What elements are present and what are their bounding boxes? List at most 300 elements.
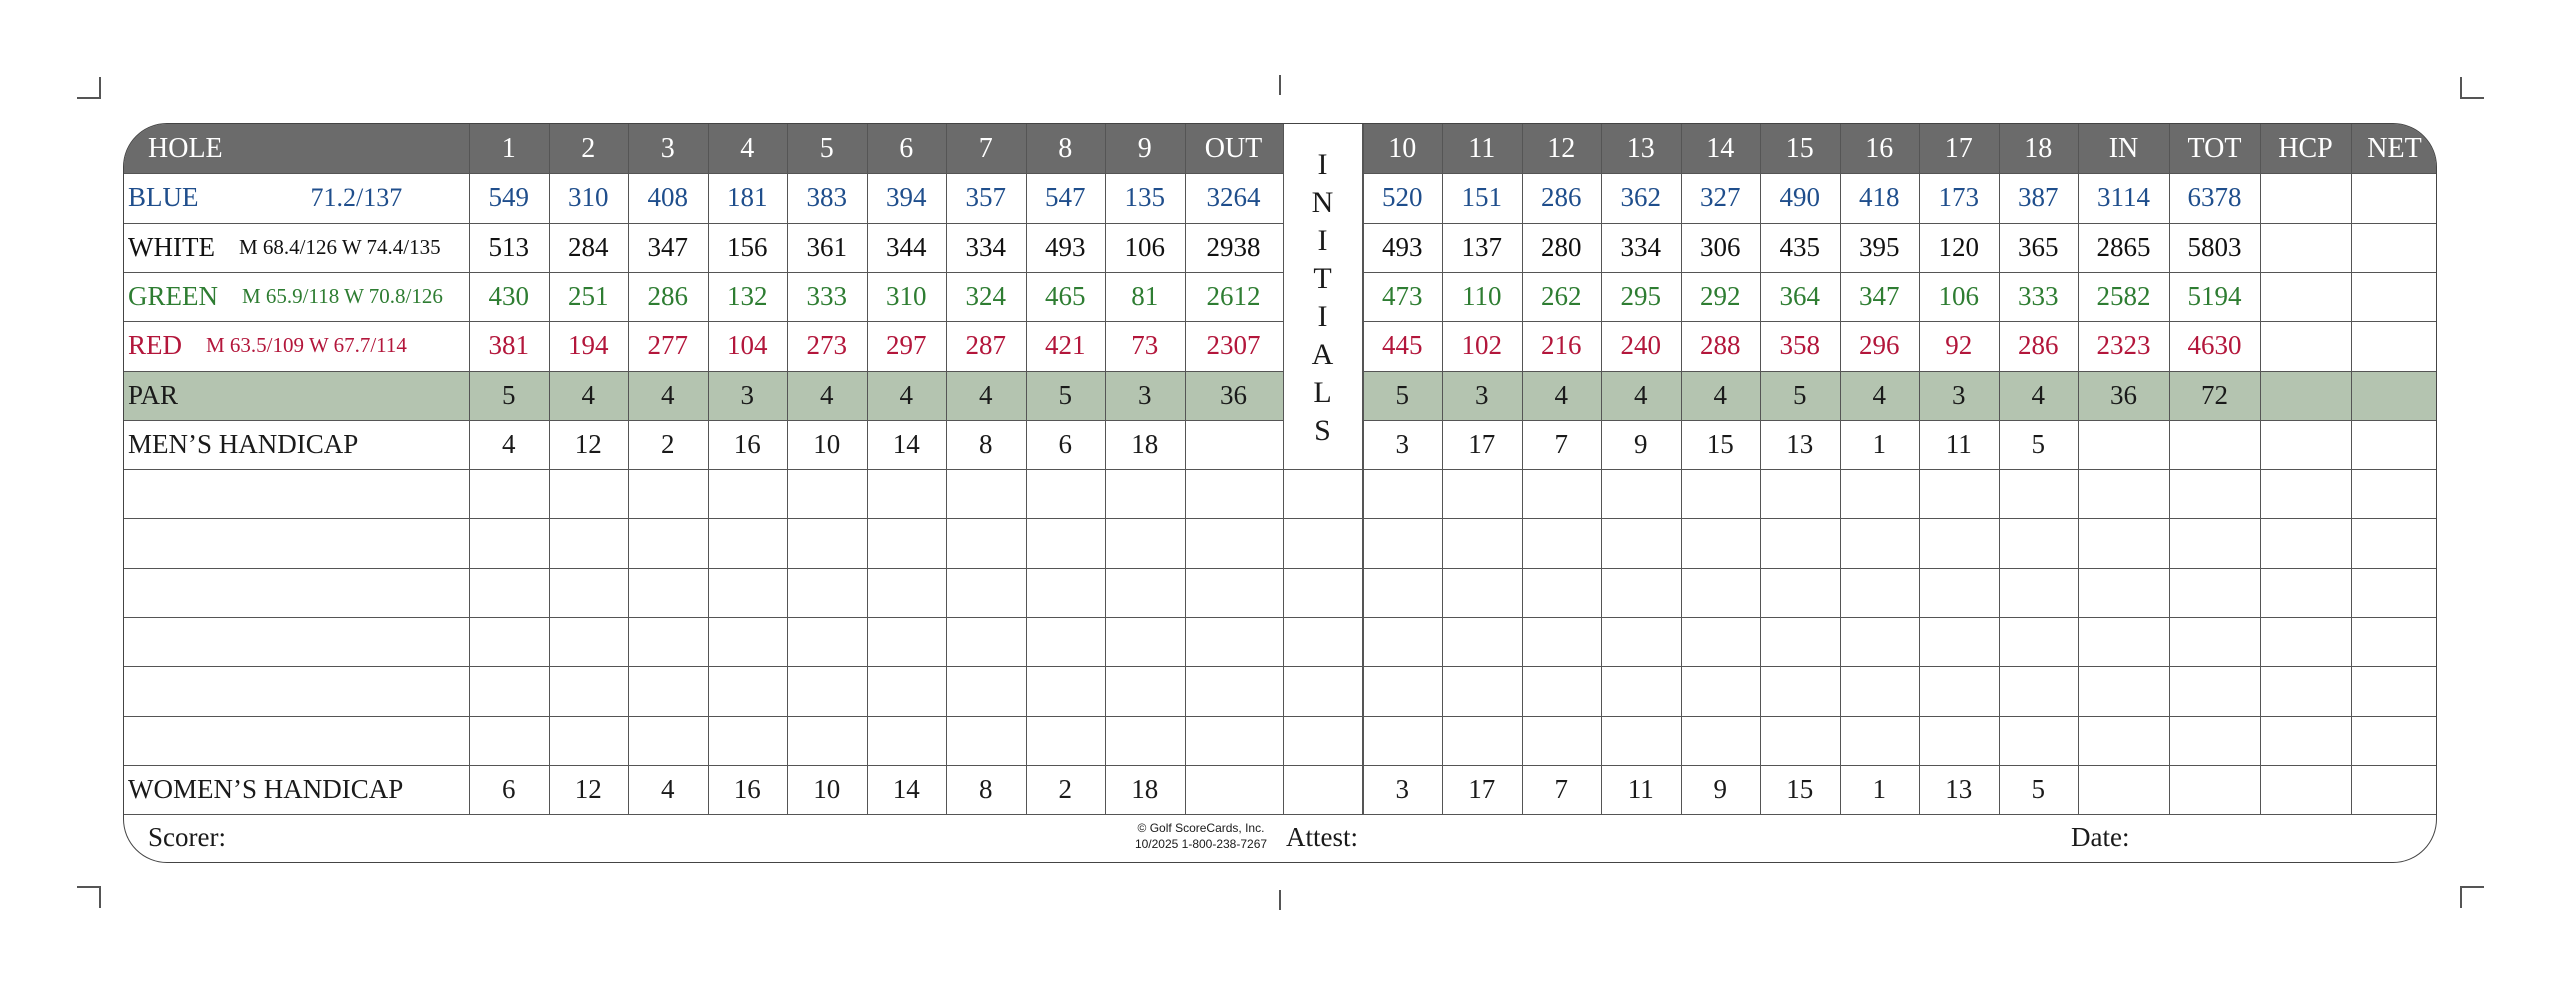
grid-line bbox=[1363, 124, 1364, 814]
score-entry-cell[interactable] bbox=[1522, 716, 1602, 765]
crop-mark bbox=[77, 97, 99, 99]
score-entry-cell[interactable] bbox=[1999, 568, 2079, 617]
score-entry-cell[interactable] bbox=[867, 568, 947, 617]
score-entry-cell[interactable] bbox=[1681, 666, 1761, 715]
score-entry-cell[interactable] bbox=[1105, 518, 1185, 567]
score-entry-cell[interactable] bbox=[1919, 666, 1999, 715]
score-entry-cell[interactable] bbox=[1999, 666, 2079, 715]
yardage-cell: 334 bbox=[965, 231, 1006, 262]
grid-line bbox=[124, 272, 1283, 273]
score-entry-cell[interactable] bbox=[1840, 518, 1920, 567]
initials-column bbox=[1283, 124, 1363, 469]
grid-line bbox=[124, 469, 2437, 470]
score-entry-cell[interactable] bbox=[1760, 568, 1840, 617]
yardage-cell: 288 bbox=[1700, 330, 1741, 361]
copyright-notice bbox=[1116, 820, 1286, 852]
score-entry-cell[interactable] bbox=[1760, 617, 1840, 666]
mens-handicap-label: MEN’S HANDICAP bbox=[128, 428, 359, 459]
hcp-header: HCP bbox=[2260, 124, 2351, 173]
in-header: IN bbox=[2078, 124, 2169, 173]
hole-number-header: 10 bbox=[1363, 124, 1443, 173]
score-entry-cell[interactable] bbox=[1363, 518, 1443, 567]
handicap-cell: 14 bbox=[892, 774, 920, 805]
total-yardage: 5803 bbox=[2187, 231, 2242, 262]
grid-line bbox=[124, 173, 1283, 174]
tee-rating: M 68.4/126 W 74.4/135 bbox=[238, 234, 441, 259]
grid-line bbox=[867, 124, 868, 814]
score-entry-cell[interactable] bbox=[867, 716, 947, 765]
grid-line bbox=[2260, 124, 2261, 814]
crop-mark bbox=[2462, 886, 2484, 888]
score-entry-cell[interactable] bbox=[708, 469, 788, 518]
par-cell: 4 bbox=[2031, 379, 2045, 410]
score-entry-cell[interactable] bbox=[1999, 716, 2079, 765]
handicap-cell: 12 bbox=[574, 774, 602, 805]
score-entry-cell[interactable] bbox=[549, 716, 629, 765]
score-entry-cell[interactable] bbox=[469, 617, 549, 666]
crop-mark bbox=[2460, 886, 2462, 908]
yardage-cell: 421 bbox=[1045, 330, 1086, 361]
score-entry-cell[interactable] bbox=[1363, 469, 1443, 518]
score-entry-cell[interactable] bbox=[867, 666, 947, 715]
grid-line bbox=[946, 124, 947, 814]
yardage-cell: 445 bbox=[1382, 330, 1423, 361]
handicap-cell: 4 bbox=[502, 428, 516, 459]
score-entry-cell[interactable] bbox=[628, 666, 708, 715]
score-entry-cell[interactable] bbox=[1442, 568, 1522, 617]
score-entry-cell[interactable] bbox=[1760, 518, 1840, 567]
hole-number-header: 2 bbox=[549, 124, 629, 173]
crop-mark bbox=[1279, 75, 1281, 95]
initials-letter: S bbox=[1314, 414, 1331, 447]
par-cell: 5 bbox=[1395, 379, 1409, 410]
score-entry-cell[interactable] bbox=[628, 469, 708, 518]
grid-line bbox=[1601, 124, 1602, 814]
yardage-cell: 327 bbox=[1700, 182, 1741, 213]
score-entry-cell[interactable] bbox=[469, 666, 549, 715]
grid-line bbox=[2078, 124, 2079, 814]
crop-mark bbox=[2460, 77, 2462, 99]
handicap-cell: 9 bbox=[1713, 774, 1727, 805]
score-entry-cell[interactable] bbox=[946, 617, 1026, 666]
score-entry-cell[interactable] bbox=[469, 469, 549, 518]
score-entry-cell[interactable] bbox=[1919, 568, 1999, 617]
yardage-cell: 287 bbox=[965, 330, 1006, 361]
score-entry-cell[interactable] bbox=[549, 568, 629, 617]
score-entry-cell[interactable] bbox=[1601, 617, 1681, 666]
score-entry-cell[interactable] bbox=[787, 716, 867, 765]
handicap-cell: 12 bbox=[574, 428, 602, 459]
score-entry-cell[interactable] bbox=[1840, 716, 1920, 765]
score-entry-cell[interactable] bbox=[2351, 469, 2437, 518]
score-entry-cell[interactable] bbox=[1522, 469, 1602, 518]
score-entry-cell[interactable] bbox=[1026, 666, 1106, 715]
score-entry-cell[interactable] bbox=[1681, 617, 1761, 666]
yardage-cell: 493 bbox=[1382, 231, 1423, 262]
score-entry-cell[interactable] bbox=[469, 568, 549, 617]
crop-mark bbox=[1279, 890, 1281, 910]
yardage-cell: 181 bbox=[727, 182, 768, 213]
score-entry-cell[interactable] bbox=[1185, 716, 1283, 765]
yardage-cell: 110 bbox=[1462, 281, 1502, 312]
handicap-cell: 14 bbox=[892, 428, 920, 459]
grid-line bbox=[628, 124, 629, 814]
score-entry-cell[interactable] bbox=[2169, 666, 2260, 715]
yardage-cell: 324 bbox=[965, 281, 1006, 312]
score-entry-cell[interactable] bbox=[1919, 518, 1999, 567]
score-entry-cell[interactable] bbox=[2351, 716, 2437, 765]
yardage-cell: 383 bbox=[806, 182, 847, 213]
par-label: PAR bbox=[128, 379, 179, 410]
score-entry-cell[interactable] bbox=[549, 617, 629, 666]
hole-number-header: 4 bbox=[708, 124, 788, 173]
score-entry-cell[interactable] bbox=[2078, 666, 2169, 715]
initials-letter: I bbox=[1317, 300, 1328, 333]
initials-letter: T bbox=[1313, 262, 1332, 295]
score-entry-cell[interactable] bbox=[549, 469, 629, 518]
score-entry-cell[interactable] bbox=[1681, 568, 1761, 617]
handicap-cell: 8 bbox=[979, 774, 993, 805]
score-entry-cell[interactable] bbox=[1363, 568, 1443, 617]
handicap-cell: 6 bbox=[1058, 428, 1072, 459]
hole-number-header: 14 bbox=[1681, 124, 1761, 173]
total-yardage: 4630 bbox=[2187, 330, 2242, 361]
score-entry-cell[interactable] bbox=[1999, 617, 2079, 666]
yardage-cell: 156 bbox=[727, 231, 768, 262]
score-entry-cell[interactable] bbox=[1442, 518, 1522, 567]
score-entry-cell[interactable] bbox=[2078, 518, 2169, 567]
hole-number-header: 8 bbox=[1026, 124, 1106, 173]
handicap-cell: 2 bbox=[1058, 774, 1072, 805]
grid-line bbox=[1363, 223, 2438, 224]
yardage-cell: 106 bbox=[1124, 231, 1165, 262]
score-entry-cell[interactable] bbox=[1760, 469, 1840, 518]
yardage-cell: 362 bbox=[1620, 182, 1661, 213]
score-entry-cell[interactable] bbox=[1999, 469, 2079, 518]
scorecard-grid bbox=[124, 124, 2436, 862]
score-entry-cell[interactable] bbox=[1363, 666, 1443, 715]
score-entry-cell[interactable] bbox=[946, 568, 1026, 617]
score-entry-cell[interactable] bbox=[1919, 617, 1999, 666]
tee-rating: 71.2/137 bbox=[310, 182, 403, 212]
grid-line bbox=[1760, 124, 1761, 814]
score-entry-cell[interactable] bbox=[946, 716, 1026, 765]
hole-number-header: 1 bbox=[469, 124, 549, 173]
out-yardage: 2938 bbox=[1206, 231, 1261, 262]
out-header: OUT bbox=[1185, 124, 1283, 173]
score-entry-cell[interactable] bbox=[1105, 666, 1185, 715]
handicap-cell: 8 bbox=[979, 428, 993, 459]
grid-line bbox=[124, 420, 1283, 421]
score-entry-cell[interactable] bbox=[787, 666, 867, 715]
tee-name: BLUE bbox=[128, 182, 199, 213]
yardage-cell: 102 bbox=[1461, 330, 1502, 361]
score-entry-cell[interactable] bbox=[1840, 617, 1920, 666]
score-entry-cell[interactable] bbox=[1185, 568, 1283, 617]
yardage-cell: 344 bbox=[886, 231, 927, 262]
score-entry-cell[interactable] bbox=[1840, 568, 1920, 617]
yardage-cell: 490 bbox=[1779, 182, 1820, 213]
hole-number-header: 13 bbox=[1601, 124, 1681, 173]
score-entry-cell[interactable] bbox=[628, 518, 708, 567]
score-entry-cell[interactable] bbox=[1601, 568, 1681, 617]
score-entry-cell[interactable] bbox=[1840, 666, 1920, 715]
yardage-cell: 394 bbox=[886, 182, 927, 213]
score-entry-cell[interactable] bbox=[708, 617, 788, 666]
handicap-cell: 3 bbox=[1395, 428, 1409, 459]
score-entry-cell[interactable] bbox=[946, 666, 1026, 715]
score-entry-cell[interactable] bbox=[708, 568, 788, 617]
score-entry-cell[interactable] bbox=[1026, 518, 1106, 567]
score-entry-cell[interactable] bbox=[2351, 617, 2437, 666]
yardage-cell: 120 bbox=[1938, 231, 1979, 262]
handicap-cell: 11 bbox=[1627, 774, 1654, 805]
score-entry-cell[interactable] bbox=[1601, 518, 1681, 567]
yardage-cell: 194 bbox=[568, 330, 609, 361]
yardage-cell: 361 bbox=[806, 231, 847, 262]
player-name-cell[interactable] bbox=[124, 518, 469, 567]
score-entry-cell[interactable] bbox=[628, 716, 708, 765]
yardage-cell: 513 bbox=[488, 231, 529, 262]
handicap-cell: 1 bbox=[1872, 774, 1886, 805]
yardage-cell: 151 bbox=[1461, 182, 1502, 213]
handicap-cell: 15 bbox=[1706, 428, 1734, 459]
yardage-cell: 365 bbox=[2018, 231, 2059, 262]
yardage-cell: 310 bbox=[568, 182, 609, 213]
score-entry-cell[interactable] bbox=[1105, 469, 1185, 518]
score-entry-cell[interactable] bbox=[1522, 666, 1602, 715]
score-entry-cell[interactable] bbox=[2169, 518, 2260, 567]
yardage-cell: 418 bbox=[1859, 182, 1900, 213]
score-entry-cell[interactable] bbox=[1681, 518, 1761, 567]
score-entry-cell[interactable] bbox=[2260, 666, 2351, 715]
yardage-cell: 262 bbox=[1541, 281, 1582, 312]
score-entry-cell[interactable] bbox=[2260, 469, 2351, 518]
score-entry-cell[interactable] bbox=[1442, 617, 1522, 666]
grid-line bbox=[708, 124, 709, 814]
score-entry-cell[interactable] bbox=[2260, 716, 2351, 765]
scorer-label: Scorer: bbox=[148, 822, 226, 853]
score-entry-cell[interactable] bbox=[946, 518, 1026, 567]
score-entry-cell[interactable] bbox=[1601, 469, 1681, 518]
score-entry-cell[interactable] bbox=[2078, 469, 2169, 518]
score-entry-cell[interactable] bbox=[1760, 716, 1840, 765]
score-entry-cell[interactable] bbox=[1522, 568, 1602, 617]
score-entry-cell[interactable] bbox=[1601, 666, 1681, 715]
score-entry-cell[interactable] bbox=[2169, 469, 2260, 518]
par-cell: 4 bbox=[1872, 379, 1886, 410]
score-entry-cell[interactable] bbox=[1681, 716, 1761, 765]
tee-label-green bbox=[124, 272, 469, 321]
player-name-cell[interactable] bbox=[124, 716, 469, 765]
score-entry-cell[interactable] bbox=[1522, 617, 1602, 666]
score-entry-cell[interactable] bbox=[628, 568, 708, 617]
grid-line bbox=[1283, 124, 1284, 814]
yardage-cell: 132 bbox=[727, 281, 768, 312]
yardage-cell: 364 bbox=[1779, 281, 1820, 312]
hole-number-header: 6 bbox=[867, 124, 947, 173]
player-name-cell[interactable] bbox=[124, 469, 469, 518]
score-entry-cell[interactable] bbox=[1442, 716, 1522, 765]
out-yardage: 2307 bbox=[1206, 330, 1261, 361]
score-entry-cell[interactable] bbox=[1026, 469, 1106, 518]
score-entry-cell[interactable] bbox=[2260, 568, 2351, 617]
score-entry-cell[interactable] bbox=[628, 617, 708, 666]
yardage-cell: 295 bbox=[1620, 281, 1661, 312]
grid-line bbox=[1105, 124, 1106, 814]
handicap-cell: 7 bbox=[1554, 428, 1568, 459]
attest-label: Attest: bbox=[1286, 822, 1358, 853]
score-entry-cell[interactable] bbox=[1185, 617, 1283, 666]
copyright-line: © Golf ScoreCards, Inc. bbox=[1137, 821, 1265, 836]
score-entry-cell[interactable] bbox=[1522, 518, 1602, 567]
yardage-cell: 520 bbox=[1382, 182, 1423, 213]
score-entry-cell[interactable] bbox=[549, 666, 629, 715]
handicap-cell: 11 bbox=[1945, 428, 1972, 459]
yardage-cell: 547 bbox=[1045, 182, 1086, 213]
grid-line bbox=[2169, 124, 2170, 814]
out-yardage: 2612 bbox=[1206, 281, 1261, 312]
score-entry-cell[interactable] bbox=[2169, 716, 2260, 765]
grid-line bbox=[2351, 124, 2352, 814]
yardage-cell: 465 bbox=[1045, 281, 1086, 312]
grid-line bbox=[124, 765, 2437, 766]
score-entry-cell[interactable] bbox=[1185, 469, 1283, 518]
grid-line bbox=[1919, 124, 1920, 814]
score-entry-cell[interactable] bbox=[1105, 617, 1185, 666]
score-entry-cell[interactable] bbox=[1840, 469, 1920, 518]
score-entry-cell[interactable] bbox=[1185, 518, 1283, 567]
grid-line bbox=[1442, 124, 1443, 814]
par-cell: 5 bbox=[502, 379, 516, 410]
tot-header: TOT bbox=[2169, 124, 2260, 173]
score-entry-cell[interactable] bbox=[2169, 568, 2260, 617]
score-entry-cell[interactable] bbox=[1105, 568, 1185, 617]
score-entry-cell[interactable] bbox=[787, 617, 867, 666]
handicap-cell: 18 bbox=[1131, 774, 1159, 805]
handicap-cell: 5 bbox=[2031, 774, 2045, 805]
yardage-cell: 430 bbox=[488, 281, 529, 312]
yardage-cell: 106 bbox=[1938, 281, 1979, 312]
player-name-cell[interactable] bbox=[124, 666, 469, 715]
handicap-cell: 3 bbox=[1395, 774, 1409, 805]
score-entry-cell[interactable] bbox=[1026, 716, 1106, 765]
score-entry-cell[interactable] bbox=[867, 617, 947, 666]
yardage-cell: 395 bbox=[1859, 231, 1900, 262]
grid-line bbox=[1522, 124, 1523, 814]
grid-line bbox=[1026, 124, 1027, 814]
yardage-cell: 104 bbox=[727, 330, 768, 361]
score-entry-cell[interactable] bbox=[867, 469, 947, 518]
score-entry-cell[interactable] bbox=[787, 518, 867, 567]
score-entry-cell[interactable] bbox=[1999, 518, 2079, 567]
score-entry-cell[interactable] bbox=[469, 716, 549, 765]
score-entry-cell[interactable] bbox=[1760, 666, 1840, 715]
score-entry-cell[interactable] bbox=[1105, 716, 1185, 765]
hole-number-header: 7 bbox=[946, 124, 1026, 173]
score-entry-cell[interactable] bbox=[1185, 666, 1283, 715]
player-name-cell[interactable] bbox=[124, 617, 469, 666]
score-entry-cell[interactable] bbox=[2078, 568, 2169, 617]
yardage-cell: 284 bbox=[568, 231, 609, 262]
score-entry-cell[interactable] bbox=[1442, 666, 1522, 715]
grid-line bbox=[1840, 124, 1841, 814]
score-entry-cell[interactable] bbox=[787, 469, 867, 518]
score-entry-cell[interactable] bbox=[2351, 518, 2437, 567]
player-name-cell[interactable] bbox=[124, 568, 469, 617]
yardage-cell: 333 bbox=[2018, 281, 2059, 312]
grid-line bbox=[124, 223, 1283, 224]
grid-line bbox=[124, 666, 2437, 667]
score-entry-cell[interactable] bbox=[2260, 617, 2351, 666]
score-entry-cell[interactable] bbox=[549, 518, 629, 567]
par-cell: 5 bbox=[1793, 379, 1807, 410]
yardage-cell: 292 bbox=[1700, 281, 1741, 312]
score-entry-cell[interactable] bbox=[708, 716, 788, 765]
score-entry-cell[interactable] bbox=[2169, 617, 2260, 666]
score-entry-cell[interactable] bbox=[2351, 568, 2437, 617]
score-entry-cell[interactable] bbox=[1919, 716, 1999, 765]
score-entry-cell[interactable] bbox=[946, 469, 1026, 518]
score-entry-cell[interactable] bbox=[867, 518, 947, 567]
score-entry-cell[interactable] bbox=[2351, 666, 2437, 715]
yardage-cell: 280 bbox=[1541, 231, 1582, 262]
yardage-cell: 347 bbox=[1859, 281, 1900, 312]
score-entry-cell[interactable] bbox=[1919, 469, 1999, 518]
score-entry-cell[interactable] bbox=[1442, 469, 1522, 518]
grid-line bbox=[1999, 124, 2000, 814]
score-entry-cell[interactable] bbox=[2078, 617, 2169, 666]
grid-line bbox=[1362, 124, 1363, 814]
score-entry-cell[interactable] bbox=[1026, 568, 1106, 617]
yardage-cell: 277 bbox=[647, 330, 688, 361]
tee-label-white bbox=[124, 223, 469, 272]
score-entry-cell[interactable] bbox=[708, 518, 788, 567]
handicap-cell: 16 bbox=[733, 428, 761, 459]
score-entry-cell[interactable] bbox=[2078, 716, 2169, 765]
handicap-cell: 13 bbox=[1945, 774, 1973, 805]
handicap-cell: 1 bbox=[1872, 428, 1886, 459]
score-entry-cell[interactable] bbox=[1363, 617, 1443, 666]
score-entry-cell[interactable] bbox=[1601, 716, 1681, 765]
grid-line bbox=[787, 124, 788, 814]
yardage-cell: 347 bbox=[647, 231, 688, 262]
score-entry-cell[interactable] bbox=[787, 568, 867, 617]
grid-line bbox=[1363, 272, 2438, 273]
yardage-cell: 334 bbox=[1620, 231, 1661, 262]
hole-number-header: 15 bbox=[1760, 124, 1840, 173]
grid-line bbox=[124, 568, 2437, 569]
grid-line bbox=[1363, 371, 2438, 372]
handicap-cell: 4 bbox=[661, 774, 675, 805]
score-entry-cell[interactable] bbox=[708, 666, 788, 715]
par-total: 72 bbox=[2201, 379, 2228, 410]
in-yardage: 2323 bbox=[2096, 330, 2151, 361]
yardage-cell: 286 bbox=[2018, 330, 2059, 361]
score-entry-cell[interactable] bbox=[1681, 469, 1761, 518]
initials-letter: I bbox=[1317, 148, 1328, 181]
in-yardage: 2582 bbox=[2096, 281, 2151, 312]
yardage-cell: 408 bbox=[647, 182, 688, 213]
hole-number-header: 3 bbox=[628, 124, 708, 173]
score-entry-cell[interactable] bbox=[469, 518, 549, 567]
yardage-cell: 381 bbox=[488, 330, 529, 361]
score-entry-cell[interactable] bbox=[2260, 518, 2351, 567]
score-entry-cell[interactable] bbox=[1026, 617, 1106, 666]
grid-line bbox=[1185, 124, 1186, 814]
yardage-cell: 73 bbox=[1131, 330, 1159, 361]
score-entry-cell[interactable] bbox=[1363, 716, 1443, 765]
